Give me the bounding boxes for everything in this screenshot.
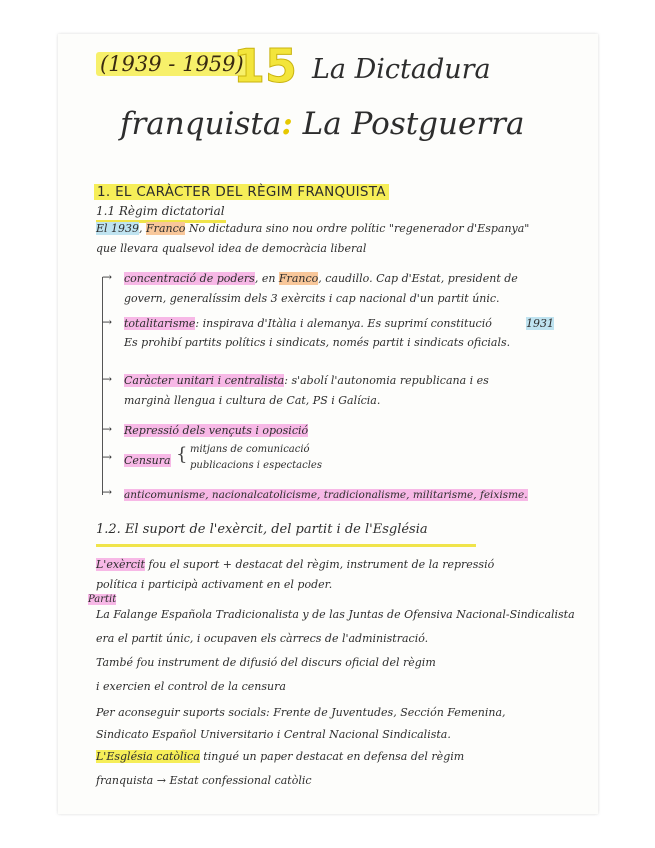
bullet-3-term: Caràcter unitari i centralista — [124, 374, 285, 387]
censura-item-1: mitjans de comunicació — [190, 444, 310, 455]
s2-line-5: També fou instrument de difusió del discurs oficial del règim — [96, 656, 436, 669]
bullet-1-line-2: govern, generalíssim dels 3 exèrcits i cap nacional d'un partit únic. — [124, 292, 500, 305]
s2-line-7: Per aconseguir suports socials: Frente de Juventudes, Sección Femenina, — [96, 706, 506, 719]
s2-term-exercit: L'exèrcit — [96, 558, 145, 571]
s2-line-1-text: fou el suport + destacat del règim, instrument de la repressió — [144, 558, 495, 571]
arrow-icon: → — [102, 450, 113, 464]
bullet-2-text: : inspirava d'Itàlia i alemanya. Es suprimí constitució — [195, 317, 492, 330]
intro-franco: Franco — [146, 222, 186, 235]
bullet-3-line-1 — [124, 374, 489, 387]
intro-line-2: que llevara qualsevol idea de democràcia liberal — [96, 242, 367, 255]
bullet-4-term: Repressió dels vençuts i oposició — [124, 424, 309, 437]
s2-line-9-text: tingué un paper destacat en defensa del règim — [199, 750, 465, 763]
s2-term-esglesia: L'Església catòlica — [96, 750, 200, 763]
bullet-2-line2: Es prohibí partits polítics i sindicats, només partit i sindicats oficials. — [124, 336, 511, 349]
bullet-3-text: : s'abolí l'autonomia republicana i es — [284, 374, 489, 387]
title-line2-b: La Postguerra — [302, 106, 525, 142]
s2-line-2: política i participà activament en el poder. — [96, 578, 333, 591]
s2-line-3: La Falange Española Tradicionalista y de las Juntas de Ofensiva Nacional-Sindicalista — [96, 608, 575, 621]
title-line2-a: franquista — [120, 106, 282, 142]
subsection-underline — [96, 544, 476, 547]
s2-line-10: franquista → Estat confessional catòlic — [96, 774, 312, 787]
bullet-1-franco: Franco — [278, 272, 319, 285]
note-sheet — [58, 34, 598, 814]
s2-line-4: era el partit únic, i ocupaven els càrrecs de l'administració. — [96, 632, 429, 645]
subsection-1-2-heading: 1.2. El suport de l'exèrcit, del partit i de l'Església — [96, 522, 428, 537]
bullet-1-term: concentració de poders — [124, 272, 255, 285]
bullet-5-term — [124, 454, 171, 467]
arrow-icon: → — [102, 372, 113, 386]
arrow-icon: → — [102, 270, 113, 284]
s2-line-6: i exercien el control de la censura — [96, 680, 286, 693]
brace-icon: { — [176, 444, 188, 465]
bullet-2-year: 1931 — [526, 317, 554, 330]
title-years: (1939 - 1959) — [96, 52, 248, 76]
bullet-1-line-1 — [124, 272, 518, 285]
bullet-1-mid: , en — [254, 272, 279, 285]
subsection-1-1-heading: 1.1 Règim dictatorial — [96, 204, 225, 218]
bullet-2-term: totalitarisme — [124, 317, 196, 330]
intro-text-1: No dictadura sino nou ordre polític "regenerador d'Espanya" — [188, 222, 530, 235]
section-1-heading: 1. EL CARÀCTER DEL RÈGIM FRANQUISTA — [94, 184, 389, 200]
censura-item-2: publicacions i espectacles — [190, 460, 322, 471]
arrow-icon: → — [102, 422, 113, 436]
censura-term: Censura — [124, 454, 171, 467]
bullet-6-text: anticomunisme, nacionalcatolicisme, tradicionalisme, militarisme, feixisme. — [124, 489, 528, 501]
title-line1: La Dictadura — [312, 54, 491, 85]
intro-year: El 1939 — [96, 222, 140, 235]
bullet-2-line-1 — [124, 317, 492, 330]
bullet-3-line-2: marginà llengua i cultura de Cat, PS i Galícia. — [124, 394, 381, 407]
arrow-icon: → — [102, 315, 113, 329]
bullet-1-text: , caudillo. Cap d'Estat, president de — [318, 272, 518, 285]
s2-line-8: Sindicato Español Universitario i Central Nacional Sindicalista. — [96, 728, 451, 741]
s2-line-9 — [96, 750, 464, 763]
title-colon: : — [281, 106, 293, 142]
s2-line-1 — [96, 558, 494, 571]
intro-line-1: El 1939, Franco No dictadura sino nou ordre polític "regenerador d'Espanya" — [96, 222, 530, 235]
s2-term-partit: Partit — [88, 594, 117, 605]
chapter-number: 15 — [233, 39, 298, 93]
arrow-icon: → — [102, 485, 113, 499]
bullet-2-line-2 — [124, 336, 510, 349]
title-line2 — [120, 106, 524, 142]
